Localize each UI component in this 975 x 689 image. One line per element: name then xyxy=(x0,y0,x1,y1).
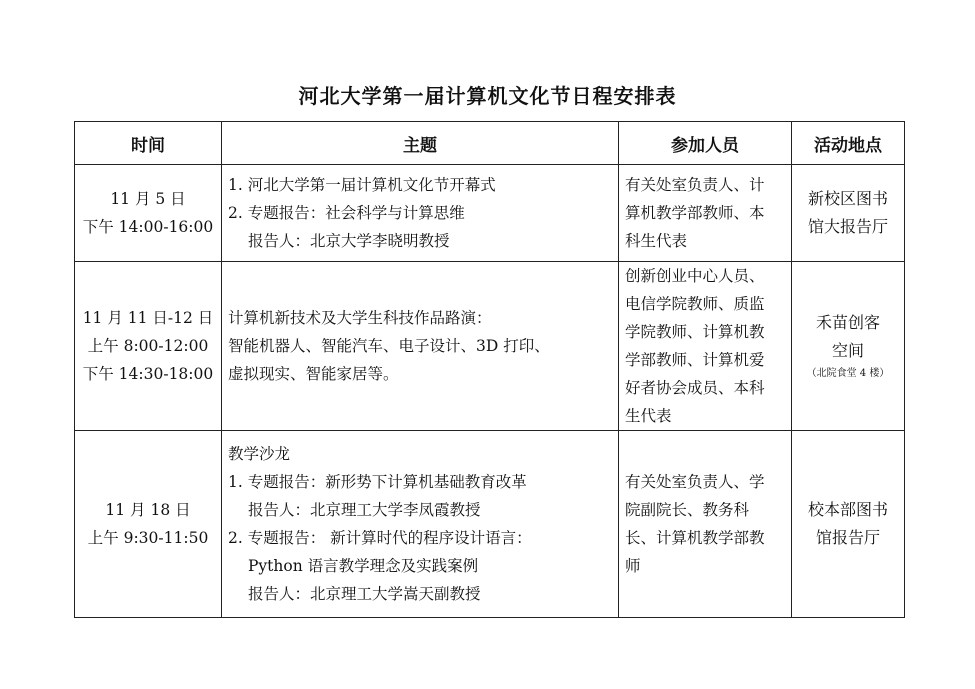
header-people: 参加人员 xyxy=(619,122,792,165)
time-line: 下午 14:30-18:00 xyxy=(82,365,214,383)
time-line: 上午 9:30-11:50 xyxy=(87,529,209,547)
people-line: 学部教师、计算机爱 xyxy=(625,351,765,369)
topic-line: 1. 河北大学第一届计算机文化节开幕式 xyxy=(228,176,496,194)
time-cell xyxy=(75,262,222,431)
people-cell xyxy=(619,165,792,262)
topic-line: 虚拟现实、智能家居等。 xyxy=(228,365,399,383)
topic-line: 1. 专题报告：新形势下计算机基础教育改革 xyxy=(228,473,527,491)
people-line: 好者协会成员、本科 xyxy=(625,379,765,397)
topic-line: 智能机器人、智能汽车、电子设计、3D 打印、 xyxy=(228,337,550,355)
page-title: 河北大学第一届计算机文化节日程安排表 xyxy=(298,84,677,108)
people-cell xyxy=(619,262,792,431)
header-topic: 主题 xyxy=(222,122,619,165)
people-cell xyxy=(619,431,792,618)
place-line: 禾苗创客 xyxy=(815,313,880,332)
time-line: 11 月 5 日 xyxy=(110,190,186,208)
people-line: 长、计算机教学部教 xyxy=(625,529,765,547)
place-cell xyxy=(792,262,905,431)
table-row xyxy=(75,262,905,431)
header-time: 时间 xyxy=(75,122,222,165)
topic-line: 教学沙龙 xyxy=(228,445,291,463)
topic-cell xyxy=(222,262,619,431)
place-line: 馆报告厅 xyxy=(815,528,880,547)
people-line: 有关处室负责人、计 xyxy=(625,176,765,194)
topic-line: Python 语言教学理念及实践案例 xyxy=(248,557,479,575)
topic-cell xyxy=(222,165,619,262)
time-line: 11 月 11 日-12 日 xyxy=(82,309,214,327)
place-cell xyxy=(792,431,905,618)
people-line: 师 xyxy=(625,557,641,575)
schedule-table xyxy=(74,121,905,618)
time-line: 下午 14:00-16:00 xyxy=(82,218,214,236)
place-cell xyxy=(792,165,905,262)
place-line: 校本部图书 xyxy=(807,500,888,519)
people-line: 创新创业中心人员、 xyxy=(625,267,765,285)
place-line: 新校区图书 xyxy=(807,189,888,208)
time-cell xyxy=(75,165,222,262)
topic-cell xyxy=(222,431,619,618)
table-row xyxy=(75,165,905,262)
people-line: 电信学院教师、质监 xyxy=(625,295,765,313)
table-header-row xyxy=(75,122,905,165)
topic-line: 计算机新技术及大学生科技作品路演： xyxy=(228,309,492,327)
people-line: 学院教师、计算机教 xyxy=(625,323,765,341)
place-line: 空间 xyxy=(831,341,864,360)
header-place: 活动地点 xyxy=(792,122,905,165)
time-line: 11 月 18 日 xyxy=(105,501,191,519)
people-line: 算机教学部教师、本 xyxy=(625,204,765,222)
table-row xyxy=(75,431,905,618)
people-line: 生代表 xyxy=(625,407,672,425)
time-line: 上午 8:00-12:00 xyxy=(87,337,209,355)
people-line: 科生代表 xyxy=(625,232,688,250)
topic-line: 2. 专题报告：社会科学与计算思维 xyxy=(228,204,465,222)
time-cell xyxy=(75,431,222,618)
people-line: 院副院长、教务科 xyxy=(625,501,750,519)
place-note: （北院食堂 4 楼） xyxy=(806,368,890,379)
topic-line: 报告人：北京理工大学嵩天副教授 xyxy=(248,585,481,603)
topic-line: 报告人：北京理工大学李凤霞教授 xyxy=(248,501,481,519)
people-line: 有关处室负责人、学 xyxy=(625,473,765,491)
topic-line: 报告人：北京大学李晓明教授 xyxy=(248,232,450,250)
place-line: 馆大报告厅 xyxy=(807,217,888,236)
topic-line: 2. 专题报告： 新计算时代的程序设计语言： xyxy=(228,529,532,547)
